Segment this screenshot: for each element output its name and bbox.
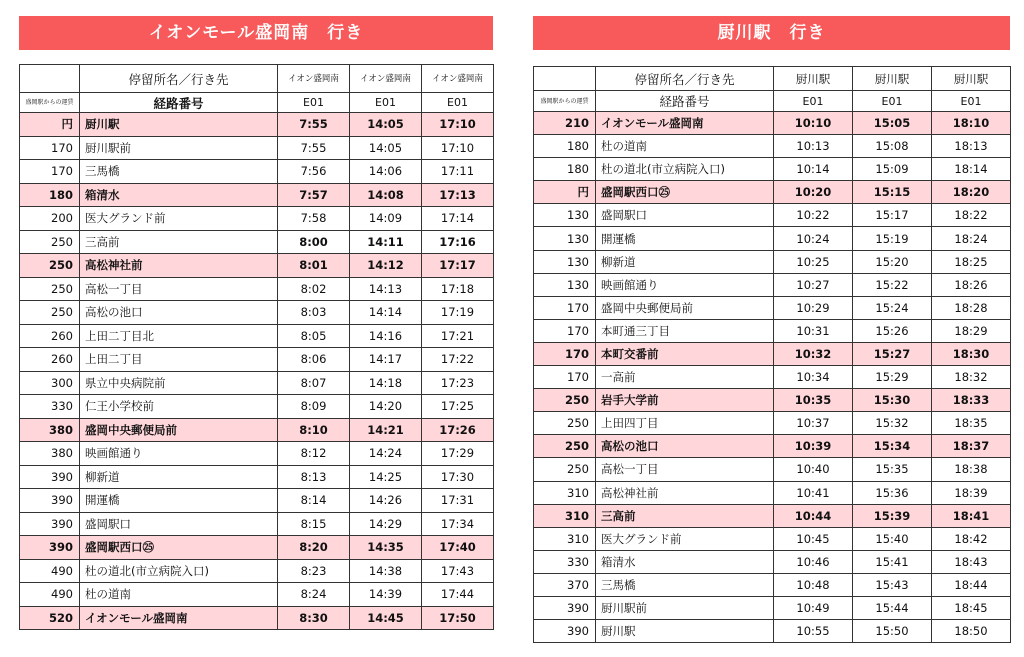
fare-cell: 250 [534, 458, 596, 481]
departure-time-cell: 15:19 [853, 227, 932, 250]
stop-name-cell: 杜の道南 [596, 135, 774, 158]
table-row [20, 113, 494, 137]
stop-name-cell: 開運橋 [596, 227, 774, 250]
fare-cell: 330 [20, 395, 80, 419]
stop-name-cell: 三馬橋 [596, 573, 774, 596]
departure-time-cell: 18:26 [932, 273, 1011, 296]
fare-cell: 260 [20, 348, 80, 372]
left-timetable-panel [19, 16, 493, 50]
departure-time-cell: 10:31 [774, 319, 853, 342]
departure-time-cell: 14:20 [350, 395, 422, 419]
fare-cell: 180 [20, 183, 80, 207]
fare-cell: 円 [20, 113, 80, 137]
table-row [534, 550, 1011, 573]
stop-name-cell: 杜の道北(市立病院入口) [80, 559, 278, 583]
departure-time-cell: 17:25 [422, 395, 494, 419]
fare-cell: 370 [534, 573, 596, 596]
table-row [534, 181, 1011, 204]
departure-time-cell: 17:18 [422, 277, 494, 301]
route-number-header: 経路番号 [80, 93, 278, 113]
fare-cell: 250 [534, 389, 596, 412]
departure-time-cell: 8:01 [278, 254, 350, 278]
departure-time-cell: 18:39 [932, 481, 1011, 504]
stop-name-header: 停留所名／行き先 [80, 65, 278, 93]
departure-time-cell: 8:03 [278, 301, 350, 325]
departure-time-cell: 15:44 [853, 596, 932, 619]
departure-time-cell: 18:25 [932, 250, 1011, 273]
fare-cell: 170 [534, 296, 596, 319]
departure-time-cell: 15:22 [853, 273, 932, 296]
fare-cell: 250 [534, 435, 596, 458]
departure-time-cell: 17:22 [422, 348, 494, 372]
departure-time-cell: 18:28 [932, 296, 1011, 319]
departure-time-cell: 14:21 [350, 418, 422, 442]
stop-name-cell: 高松神社前 [596, 481, 774, 504]
departure-time-cell: 10:37 [774, 412, 853, 435]
departure-time-cell: 8:24 [278, 583, 350, 607]
departure-time-cell: 17:34 [422, 512, 494, 536]
table-row [534, 296, 1011, 319]
fare-header: 盛岡駅からの運賃 [20, 93, 80, 113]
stop-name-cell: 上田二丁目北 [80, 324, 278, 348]
fare-cell: 250 [20, 230, 80, 254]
table-row [20, 465, 494, 489]
departure-time-cell: 14:09 [350, 207, 422, 231]
departure-time-cell: 18:24 [932, 227, 1011, 250]
departure-time-cell: 8:02 [278, 277, 350, 301]
departure-time-cell: 10:14 [774, 158, 853, 181]
departure-time-cell: 7:56 [278, 160, 350, 184]
table-row [20, 559, 494, 583]
departure-time-cell: 18:22 [932, 204, 1011, 227]
departure-time-cell: 14:38 [350, 559, 422, 583]
stop-name-cell: 岩手大学前 [596, 389, 774, 412]
departure-time-cell: 18:50 [932, 620, 1011, 643]
table-row [534, 135, 1011, 158]
fare-cell: 380 [20, 442, 80, 466]
table-row [534, 158, 1011, 181]
left-title-banner: イオンモール盛岡南 行き [19, 16, 493, 50]
departure-time-cell: 8:07 [278, 371, 350, 395]
table-row [20, 512, 494, 536]
departure-time-cell: 17:21 [422, 324, 494, 348]
departure-time-cell: 15:50 [853, 620, 932, 643]
fare-cell: 170 [534, 342, 596, 365]
table-row [534, 435, 1011, 458]
stop-name-cell: 高松神社前 [80, 254, 278, 278]
stop-name-cell: 県立中央病院前 [80, 371, 278, 395]
departure-time-cell: 14:39 [350, 583, 422, 607]
departure-time-cell: 8:00 [278, 230, 350, 254]
table-row [20, 277, 494, 301]
stop-name-cell: 盛岡駅口 [596, 204, 774, 227]
table-row [20, 324, 494, 348]
departure-time-cell: 15:09 [853, 158, 932, 181]
table-row [534, 527, 1011, 550]
departure-time-cell: 15:40 [853, 527, 932, 550]
departure-time-cell: 17:50 [422, 606, 494, 630]
departure-time-cell: 15:15 [853, 181, 932, 204]
table-row [20, 536, 494, 560]
departure-time-cell: 10:24 [774, 227, 853, 250]
stop-name-cell: 開運橋 [80, 489, 278, 513]
stop-name-cell: 柳新道 [80, 465, 278, 489]
stop-name-cell: イオンモール盛岡南 [80, 606, 278, 630]
departure-time-cell: 18:41 [932, 504, 1011, 527]
destination-header: 厨川駅 [774, 67, 853, 91]
departure-time-cell: 18:14 [932, 158, 1011, 181]
fare-cell: 310 [534, 504, 596, 527]
table-row [534, 250, 1011, 273]
fare-cell: 310 [534, 481, 596, 504]
departure-time-cell: 10:49 [774, 596, 853, 619]
fare-cell: 170 [534, 366, 596, 389]
table-row [534, 620, 1011, 643]
departure-time-cell: 15:26 [853, 319, 932, 342]
stop-name-cell: 一高前 [596, 366, 774, 389]
departure-time-cell: 15:24 [853, 296, 932, 319]
stop-name-cell: 本町交番前 [596, 342, 774, 365]
fare-header-blank [534, 67, 596, 91]
departure-time-cell: 10:25 [774, 250, 853, 273]
stop-name-cell: 厨川駅前 [80, 136, 278, 160]
departure-time-cell: 18:33 [932, 389, 1011, 412]
fare-cell: 180 [534, 158, 596, 181]
departure-time-cell: 15:39 [853, 504, 932, 527]
fare-cell: 130 [534, 250, 596, 273]
stop-name-cell: 箱清水 [596, 550, 774, 573]
route-code: E01 [350, 93, 422, 113]
departure-time-cell: 18:30 [932, 342, 1011, 365]
departure-time-cell: 17:10 [422, 136, 494, 160]
departure-time-cell: 17:17 [422, 254, 494, 278]
stop-name-cell: 盛岡駅西口㉕ [596, 181, 774, 204]
departure-time-cell: 14:29 [350, 512, 422, 536]
destination-header: 厨川駅 [853, 67, 932, 91]
departure-time-cell: 18:29 [932, 319, 1011, 342]
route-code: E01 [853, 91, 932, 112]
table-row [20, 230, 494, 254]
table-row [20, 583, 494, 607]
stop-name-cell: 杜の道北(市立病院入口) [596, 158, 774, 181]
departure-time-cell: 18:44 [932, 573, 1011, 596]
stop-name-cell: 高松の池口 [80, 301, 278, 325]
departure-time-cell: 15:43 [853, 573, 932, 596]
stop-name-cell: 上田四丁目 [596, 412, 774, 435]
route-code: E01 [774, 91, 853, 112]
table-row [534, 458, 1011, 481]
fare-cell: 390 [20, 512, 80, 536]
table-row [534, 596, 1011, 619]
stop-name-cell: 医大グランド前 [596, 527, 774, 550]
table-row [534, 573, 1011, 596]
fare-cell: 260 [20, 324, 80, 348]
fare-cell: 170 [534, 319, 596, 342]
table-row [20, 395, 494, 419]
departure-time-cell: 14:11 [350, 230, 422, 254]
table-row [20, 254, 494, 278]
departure-time-cell: 7:55 [278, 136, 350, 160]
departure-time-cell: 18:37 [932, 435, 1011, 458]
fare-cell: 390 [534, 596, 596, 619]
departure-time-cell: 17:26 [422, 418, 494, 442]
departure-time-cell: 17:30 [422, 465, 494, 489]
stop-name-cell: 三高前 [596, 504, 774, 527]
stop-name-cell: 厨川駅 [596, 620, 774, 643]
departure-time-cell: 10:55 [774, 620, 853, 643]
fare-cell: 490 [20, 583, 80, 607]
departure-time-cell: 14:05 [350, 113, 422, 137]
stop-name-cell: 映画館通り [596, 273, 774, 296]
departure-time-cell: 17:16 [422, 230, 494, 254]
table-row [20, 418, 494, 442]
departure-time-cell: 8:12 [278, 442, 350, 466]
table-row [20, 136, 494, 160]
departure-time-cell: 8:09 [278, 395, 350, 419]
departure-time-cell: 10:34 [774, 366, 853, 389]
departure-time-cell: 10:48 [774, 573, 853, 596]
departure-time-cell: 18:45 [932, 596, 1011, 619]
fare-cell: 390 [20, 489, 80, 513]
departure-time-cell: 8:05 [278, 324, 350, 348]
table-row [534, 204, 1011, 227]
departure-time-cell: 15:32 [853, 412, 932, 435]
route-number-header: 経路番号 [596, 91, 774, 112]
table-row [534, 273, 1011, 296]
departure-time-cell: 15:27 [853, 342, 932, 365]
departure-time-cell: 18:35 [932, 412, 1011, 435]
departure-time-cell: 8:23 [278, 559, 350, 583]
route-code: E01 [278, 93, 350, 113]
stop-name-cell: 上田二丁目 [80, 348, 278, 372]
departure-time-cell: 17:31 [422, 489, 494, 513]
departure-time-cell: 17:40 [422, 536, 494, 560]
departure-time-cell: 10:44 [774, 504, 853, 527]
stop-name-cell: 高松一丁目 [596, 458, 774, 481]
departure-time-cell: 10:32 [774, 342, 853, 365]
left-timetable [19, 64, 494, 630]
destination-header: イオン盛岡南 [422, 65, 494, 93]
departure-time-cell: 7:58 [278, 207, 350, 231]
stop-name-cell: 盛岡中央郵便局前 [80, 418, 278, 442]
departure-time-cell: 15:41 [853, 550, 932, 573]
departure-time-cell: 18:42 [932, 527, 1011, 550]
departure-time-cell: 8:15 [278, 512, 350, 536]
departure-time-cell: 14:18 [350, 371, 422, 395]
table-row [534, 319, 1011, 342]
table-row [534, 412, 1011, 435]
stop-name-cell: 杜の道南 [80, 583, 278, 607]
right-timetable [533, 66, 1011, 643]
departure-time-cell: 15:20 [853, 250, 932, 273]
departure-time-cell: 14:16 [350, 324, 422, 348]
departure-time-cell: 14:45 [350, 606, 422, 630]
stop-name-cell: 箱清水 [80, 183, 278, 207]
stop-name-cell: 盛岡中央郵便局前 [596, 296, 774, 319]
departure-time-cell: 17:13 [422, 183, 494, 207]
fare-cell: 250 [20, 254, 80, 278]
fare-cell: 390 [534, 620, 596, 643]
departure-time-cell: 14:26 [350, 489, 422, 513]
table-row [20, 606, 494, 630]
departure-time-cell: 14:05 [350, 136, 422, 160]
destination-header: 厨川駅 [932, 67, 1011, 91]
fare-cell: 円 [534, 181, 596, 204]
table-row [534, 389, 1011, 412]
stop-name-cell: 仁王小学校前 [80, 395, 278, 419]
fare-cell: 210 [534, 112, 596, 135]
departure-time-cell: 15:08 [853, 135, 932, 158]
departure-time-cell: 8:14 [278, 489, 350, 513]
departure-time-cell: 10:27 [774, 273, 853, 296]
departure-time-cell: 17:43 [422, 559, 494, 583]
fare-cell: 180 [534, 135, 596, 158]
departure-time-cell: 8:10 [278, 418, 350, 442]
route-code: E01 [932, 91, 1011, 112]
departure-time-cell: 14:13 [350, 277, 422, 301]
departure-time-cell: 17:23 [422, 371, 494, 395]
stop-name-cell: 厨川駅前 [596, 596, 774, 619]
departure-time-cell: 17:29 [422, 442, 494, 466]
stop-name-cell: イオンモール盛岡南 [596, 112, 774, 135]
departure-time-cell: 7:57 [278, 183, 350, 207]
stop-name-cell: 盛岡駅西口㉕ [80, 536, 278, 560]
departure-time-cell: 15:35 [853, 458, 932, 481]
destination-header: イオン盛岡南 [350, 65, 422, 93]
departure-time-cell: 10:46 [774, 550, 853, 573]
departure-time-cell: 17:10 [422, 113, 494, 137]
stop-name-cell: 高松一丁目 [80, 277, 278, 301]
fare-cell: 130 [534, 204, 596, 227]
departure-time-cell: 8:06 [278, 348, 350, 372]
departure-time-cell: 17:19 [422, 301, 494, 325]
stop-name-cell: 厨川駅 [80, 113, 278, 137]
stop-name-cell: 医大グランド前 [80, 207, 278, 231]
departure-time-cell: 18:38 [932, 458, 1011, 481]
departure-time-cell: 15:36 [853, 481, 932, 504]
stop-name-cell: 柳新道 [596, 250, 774, 273]
departure-time-cell: 10:29 [774, 296, 853, 319]
departure-time-cell: 14:14 [350, 301, 422, 325]
fare-cell: 250 [20, 277, 80, 301]
departure-time-cell: 10:40 [774, 458, 853, 481]
departure-time-cell: 14:35 [350, 536, 422, 560]
fare-header: 盛岡駅からの運賃 [534, 91, 596, 112]
stop-name-cell: 映画館通り [80, 442, 278, 466]
fare-cell: 390 [20, 536, 80, 560]
table-row [20, 489, 494, 513]
fare-cell: 330 [534, 550, 596, 573]
departure-time-cell: 10:13 [774, 135, 853, 158]
departure-time-cell: 18:43 [932, 550, 1011, 573]
table-row [20, 348, 494, 372]
fare-cell: 170 [20, 136, 80, 160]
table-row [20, 442, 494, 466]
departure-time-cell: 7:55 [278, 113, 350, 137]
table-row [20, 160, 494, 184]
right-timetable-panel [533, 16, 1010, 50]
fare-cell: 390 [20, 465, 80, 489]
departure-time-cell: 18:32 [932, 366, 1011, 389]
stop-name-cell: 盛岡駅口 [80, 512, 278, 536]
departure-time-cell: 14:12 [350, 254, 422, 278]
right-title-banner: 厨川駅 行き [533, 16, 1010, 50]
table-row [20, 301, 494, 325]
table-row [20, 207, 494, 231]
table-row [534, 504, 1011, 527]
departure-time-cell: 10:20 [774, 181, 853, 204]
table-row [534, 366, 1011, 389]
departure-time-cell: 14:08 [350, 183, 422, 207]
departure-time-cell: 15:17 [853, 204, 932, 227]
stop-name-cell: 三高前 [80, 230, 278, 254]
departure-time-cell: 8:30 [278, 606, 350, 630]
fare-cell: 130 [534, 273, 596, 296]
fare-cell: 170 [20, 160, 80, 184]
stop-name-cell: 本町通三丁目 [596, 319, 774, 342]
fare-cell: 310 [534, 527, 596, 550]
departure-time-cell: 15:34 [853, 435, 932, 458]
table-row [534, 481, 1011, 504]
departure-time-cell: 14:25 [350, 465, 422, 489]
destination-header: イオン盛岡南 [278, 65, 350, 93]
departure-time-cell: 8:13 [278, 465, 350, 489]
departure-time-cell: 14:06 [350, 160, 422, 184]
departure-time-cell: 17:44 [422, 583, 494, 607]
departure-time-cell: 15:29 [853, 366, 932, 389]
departure-time-cell: 8:20 [278, 536, 350, 560]
fare-cell: 300 [20, 371, 80, 395]
departure-time-cell: 14:24 [350, 442, 422, 466]
departure-time-cell: 17:14 [422, 207, 494, 231]
departure-time-cell: 17:11 [422, 160, 494, 184]
departure-time-cell: 10:39 [774, 435, 853, 458]
fare-cell: 380 [20, 418, 80, 442]
departure-time-cell: 10:45 [774, 527, 853, 550]
departure-time-cell: 14:17 [350, 348, 422, 372]
departure-time-cell: 18:10 [932, 112, 1011, 135]
table-row [534, 227, 1011, 250]
table-row [20, 183, 494, 207]
fare-cell: 490 [20, 559, 80, 583]
table-row [534, 112, 1011, 135]
stop-name-header: 停留所名／行き先 [596, 67, 774, 91]
departure-time-cell: 15:30 [853, 389, 932, 412]
fare-cell: 200 [20, 207, 80, 231]
departure-time-cell: 15:05 [853, 112, 932, 135]
route-code: E01 [422, 93, 494, 113]
fare-cell: 250 [534, 412, 596, 435]
departure-time-cell: 10:35 [774, 389, 853, 412]
departure-time-cell: 10:10 [774, 112, 853, 135]
fare-cell: 130 [534, 227, 596, 250]
departure-time-cell: 10:22 [774, 204, 853, 227]
stop-name-cell: 三馬橋 [80, 160, 278, 184]
departure-time-cell: 18:20 [932, 181, 1011, 204]
fare-header-blank [20, 65, 80, 93]
fare-cell: 520 [20, 606, 80, 630]
table-row [534, 342, 1011, 365]
fare-cell: 250 [20, 301, 80, 325]
departure-time-cell: 18:13 [932, 135, 1011, 158]
stop-name-cell: 高松の池口 [596, 435, 774, 458]
table-row [20, 371, 494, 395]
departure-time-cell: 10:41 [774, 481, 853, 504]
